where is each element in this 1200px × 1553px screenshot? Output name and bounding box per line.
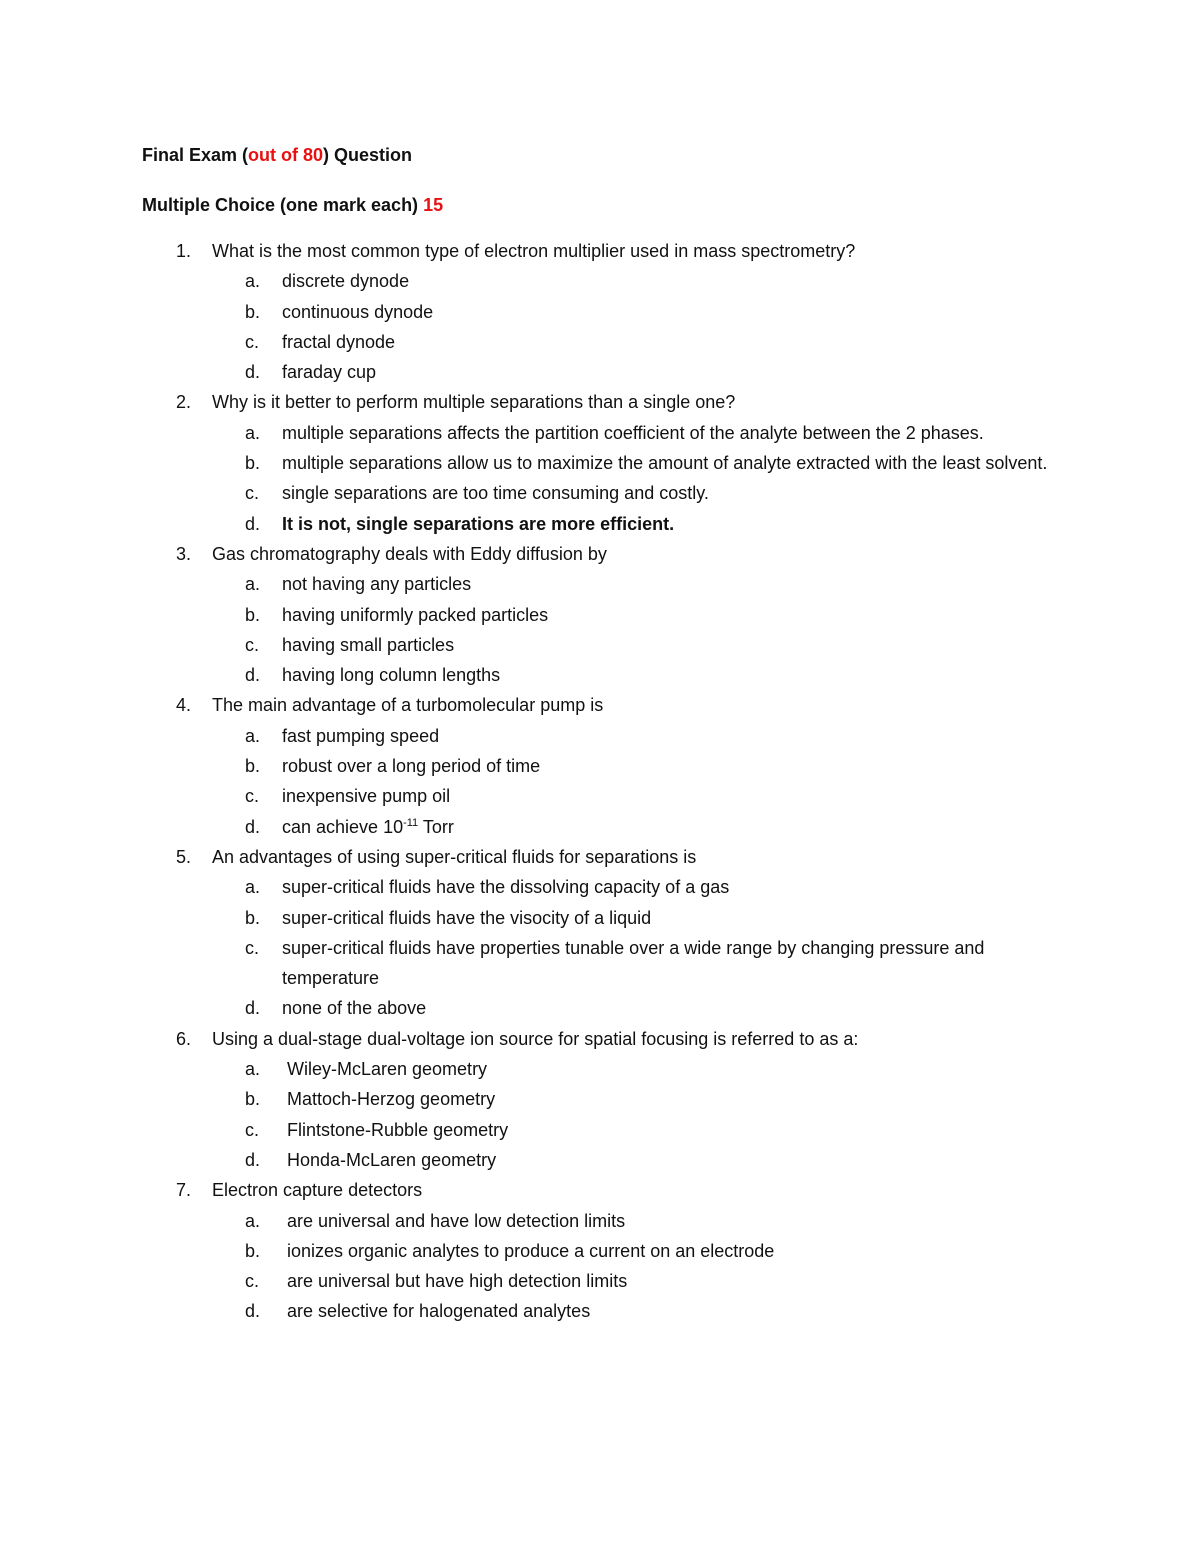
question-text: Using a dual-stage dual-voltage ion source for spatial focusing is referred to as a: <box>212 1028 859 1049</box>
answer-option <box>142 993 1082 1023</box>
option-letter: c. <box>245 483 260 504</box>
option-letter: d. <box>245 665 261 686</box>
option-text <box>282 812 1082 842</box>
option-text: are universal and have low detection limits <box>287 1210 626 1231</box>
section-heading <box>142 190 1082 220</box>
page-title <box>142 140 1082 170</box>
answer-option <box>142 781 1082 811</box>
answer-option <box>142 1266 1082 1296</box>
option-letter: a. <box>245 422 261 443</box>
question-text: The main advantage of a turbomolecular pump is <box>212 695 604 716</box>
option-text: robust over a long period of time <box>282 756 541 777</box>
option-text: ionizes organic analytes to produce a current on an electrode <box>287 1240 775 1261</box>
answer-option <box>142 418 1082 448</box>
option-text: continuous dynode <box>282 301 434 322</box>
option-letter: d. <box>245 998 261 1019</box>
question-4 <box>142 690 1082 841</box>
option-text-unit: Torr <box>418 816 454 837</box>
option-letter: a. <box>245 725 261 746</box>
option-text: not having any particles <box>282 574 472 595</box>
question-6 <box>142 1024 1082 1175</box>
option-letter: c. <box>245 331 260 352</box>
section-label: Multiple Choice (one mark each) <box>142 195 424 215</box>
answer-option <box>142 1236 1082 1266</box>
answer-option <box>142 903 1082 933</box>
question-text: Electron capture detectors <box>212 1180 423 1201</box>
question-text: An advantages of using super-critical fluids for separations is <box>212 846 697 867</box>
answer-option <box>142 1206 1082 1236</box>
option-letter: a. <box>245 877 261 898</box>
option-text: super-critical fluids have the visocity of a liquid <box>282 907 652 928</box>
answer-option <box>142 1115 1082 1145</box>
option-text: discrete dynode <box>282 271 410 292</box>
option-letter: a. <box>245 1210 261 1231</box>
answer-option <box>142 509 1082 539</box>
question-number: 2. <box>176 392 192 413</box>
answer-option <box>142 1145 1082 1175</box>
option-letter: c. <box>245 634 260 655</box>
option-text: are selective for halogenated analytes <box>287 1301 591 1322</box>
question-3 <box>142 539 1082 690</box>
question-number: 6. <box>176 1028 192 1049</box>
question-text: Gas chromatography deals with Eddy diffusion by <box>212 543 607 564</box>
answer-option <box>142 327 1082 357</box>
question-number: 7. <box>176 1180 192 1201</box>
option-text: multiple separations affects the partition coefficient of the analyte between the 2 phases. <box>282 422 984 443</box>
option-text: multiple separations allow us to maximize the amount of analyte extracted with the least solvent. <box>282 453 1048 474</box>
option-letter: d. <box>245 1301 261 1322</box>
option-letter: b. <box>245 301 261 322</box>
option-letter: c. <box>245 937 260 958</box>
answer-option <box>142 357 1082 387</box>
option-letter: c. <box>245 786 260 807</box>
question-7 <box>142 1175 1082 1326</box>
option-letter: c. <box>245 1119 260 1140</box>
question-text: What is the most common type of electron multiplier used in mass spectrometry? <box>212 241 856 261</box>
option-text: Mattoch-Herzog geometry <box>287 1089 496 1110</box>
question-1 <box>142 236 1082 387</box>
option-text: Flintstone-Rubble geometry <box>287 1119 509 1140</box>
exam-content <box>142 140 1082 1327</box>
answer-option <box>142 478 1082 508</box>
answer-option <box>142 600 1082 630</box>
option-text: Honda-McLaren geometry <box>287 1149 497 1170</box>
question-number: 1. <box>176 241 192 261</box>
option-text-main: can achieve 10 <box>282 816 404 837</box>
option-letter: d. <box>245 1149 261 1170</box>
question-number: 4. <box>176 695 192 716</box>
answer-option <box>142 569 1082 599</box>
question-number: 5. <box>176 846 192 867</box>
answer-option <box>142 1084 1082 1114</box>
answer-option <box>142 630 1082 660</box>
option-letter: a. <box>245 574 261 595</box>
question-5 <box>142 842 1082 1024</box>
option-text: fractal dynode <box>282 331 396 352</box>
answer-option <box>142 721 1082 751</box>
option-text: having small particles <box>282 634 455 655</box>
question-2 <box>142 387 1082 538</box>
option-text: having uniformly packed particles <box>282 604 549 625</box>
option-letter: b. <box>245 604 261 625</box>
option-letter: b. <box>245 1240 261 1261</box>
option-letter: d. <box>245 362 261 383</box>
option-text: fast pumping speed <box>282 725 440 746</box>
option-letter: a. <box>245 271 261 292</box>
option-letter: b. <box>245 1089 261 1110</box>
question-number: 3. <box>176 543 192 564</box>
option-text: faraday cup <box>282 362 377 383</box>
answer-option <box>142 1054 1082 1084</box>
option-text: super-critical fluids have the dissolving capacity of a gas <box>282 877 730 898</box>
option-letter: d. <box>245 816 261 837</box>
option-letter: b. <box>245 453 261 474</box>
question-text: Why is it better to perform multiple separations than a single one? <box>212 392 736 413</box>
answer-option <box>142 812 1082 842</box>
answer-option <box>142 266 1082 296</box>
exponent: -11 <box>403 816 419 829</box>
option-text: inexpensive pump oil <box>282 786 451 807</box>
option-text: having long column lengths <box>282 665 501 686</box>
option-letter: d. <box>245 513 261 534</box>
option-letter: c. <box>245 1271 260 1292</box>
title-total-marks: out of 80 <box>248 145 324 165</box>
option-letter: b. <box>245 756 261 777</box>
option-text: single separations are too time consuming and costly. <box>282 483 709 504</box>
answer-option <box>142 751 1082 781</box>
section-count: 15 <box>423 195 444 215</box>
answer-option <box>142 872 1082 902</box>
title-prefix: Final Exam ( <box>142 145 249 165</box>
option-letter: a. <box>245 1059 261 1080</box>
option-text: super-critical fluids have properties tunable over a wide range by changing pressure and temperature <box>282 937 985 989</box>
option-text: It is not, single separations are more efficient. <box>282 513 675 534</box>
answer-option <box>142 297 1082 327</box>
answer-option <box>142 933 1082 994</box>
answer-option <box>142 1296 1082 1326</box>
option-text: are universal but have high detection limits <box>287 1271 628 1292</box>
option-text: Wiley-McLaren geometry <box>287 1059 488 1080</box>
option-text: none of the above <box>282 998 427 1019</box>
answer-option <box>142 448 1082 478</box>
option-letter: b. <box>245 907 261 928</box>
answer-option <box>142 660 1082 690</box>
title-suffix: ) Question <box>323 145 413 165</box>
